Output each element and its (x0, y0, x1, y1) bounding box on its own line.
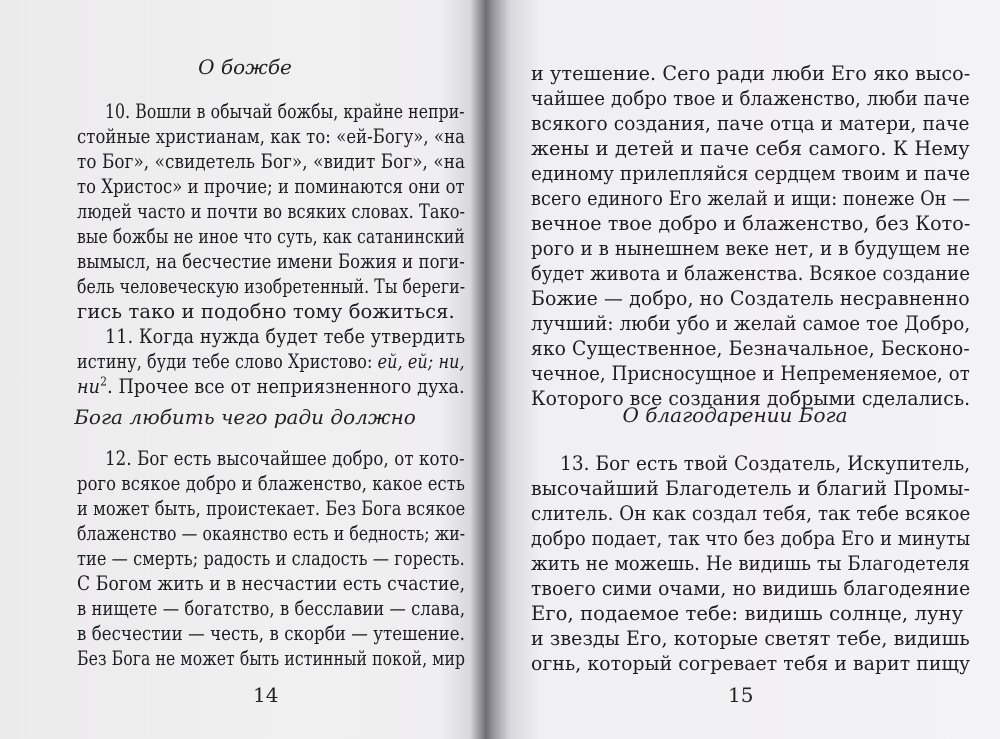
text-line: слитель. Он как создал тебя, так тебе всякое (531, 502, 971, 525)
section-heading-oath: О божбе (198, 55, 292, 79)
text-line: блаженство — окаянство есть и бедность; жи- (77, 522, 466, 545)
text-line: и утешение. Сего ради люби Его яко высо- (531, 62, 971, 85)
text-line: вымысл, на бесчестие имени Божия и поги- (77, 250, 465, 273)
text-line: и может быть, проистекает. Без Бога всякое (77, 497, 466, 520)
text-line: вые божбы не иное что суть, как сатанинский (77, 225, 465, 248)
text-line: Божие — добро, но Создатель несравненно (531, 287, 970, 310)
text-line: высочайший Благодетель и благий Промы- (531, 477, 971, 500)
text-line (77, 375, 465, 399)
section-heading-love-god: Бога любить чего ради должно (74, 405, 416, 429)
text-line: рого всякое добро и блаженство, какое есть (77, 472, 465, 495)
text-line: всего единого Его желай и ищи: понеже Он — (531, 187, 971, 210)
text-line: добро подает, так что без добра Его и минуты (531, 527, 971, 550)
text-span: . Прочее все от неприязненного духа. (107, 375, 465, 398)
section-heading-thanksgiving: О благодарении Бога (622, 403, 848, 427)
text-line: всякого создания, паче отца и матери, паче (531, 112, 970, 135)
right-page (500, 0, 1000, 739)
left-page (0, 0, 490, 739)
text-line: будет живота и блаженства. Всякое создание (531, 262, 971, 285)
footnote-marker: 2 (100, 374, 108, 389)
text-line: Без Бога не может быть истинный покой, мир (77, 647, 466, 670)
text-line: жены и детей и паче себя самого. К Нему (531, 137, 970, 160)
text-line: жить не можешь. Не видишь ты Благодетеля (531, 552, 970, 575)
text-line: чечное, Присносущное и Непременяемое, от (531, 362, 970, 385)
text-line: людей часто и почти во всяких словах. Тако- (77, 200, 466, 223)
text-line: Которого все создания добрыми сделались. (531, 387, 971, 410)
text-span: истину, буди тебе слово Христово: (77, 350, 378, 373)
text-line: Его, подаемое тебе: видишь солнце, луну (531, 602, 964, 625)
text-line: С Богом жить и в несчастии есть счастие, (77, 572, 466, 595)
text-line: 10. Вошли в обычай божбы, крайне непри- (105, 100, 465, 123)
text-line: то Христос» и прочие; и поминаются они от (77, 175, 465, 198)
text-line: 12. Бог есть высочайшее добро, от кото- (105, 447, 465, 470)
text-line: огнь, который согревает тебя и варит пищу (531, 652, 971, 675)
text-line: 13. Бог есть твой Создатель, Искупитель, (560, 452, 971, 475)
page-number: 14 (253, 683, 279, 707)
text-line: тие — смерть; радость и сладость — горесть. (77, 547, 465, 570)
text-line: лучший: люби убо и желай самое тое Добро, (531, 312, 971, 335)
text-line: в бесчестии — честь, в скорби — утешение. (77, 622, 466, 645)
text-line: чайшее добро твое и блаженство, люби паче (531, 87, 970, 110)
italic-span: ни (77, 375, 101, 398)
text-line: в нищете — богатство, в бесславии — слава, (77, 597, 466, 620)
text-line: твоего сими очами, но видишь благодеяние (531, 577, 971, 600)
text-line: гись тако и подобно тому божиться. (77, 300, 455, 323)
text-line: и звезды Его, которые светят тебе, видишь (531, 627, 970, 650)
text-line: яко Существенное, Безначальное, Бесконо- (531, 337, 970, 360)
text-line: вечное твое добро и блаженство, без Кото- (531, 212, 971, 235)
text-line: бель человеческую изобретенный. Ты береги- (77, 275, 466, 298)
text-line: рого и в нынешнем веке нет, и в будущем не (531, 237, 970, 260)
text-line: единому прилепляйся сердцем твоим и паче (531, 162, 971, 185)
page-number: 15 (728, 683, 754, 707)
text-line: то Бог», «свидетель Бог», «видит Бог», «на (77, 150, 466, 173)
text-line: стойные христианам, как то: «ей-Богу», «на (77, 125, 466, 148)
text-line: 11. Когда нужда будет тебе утвердить (105, 325, 466, 348)
italic-span: ей, ей; ни, (377, 350, 465, 373)
text-line (77, 350, 465, 374)
